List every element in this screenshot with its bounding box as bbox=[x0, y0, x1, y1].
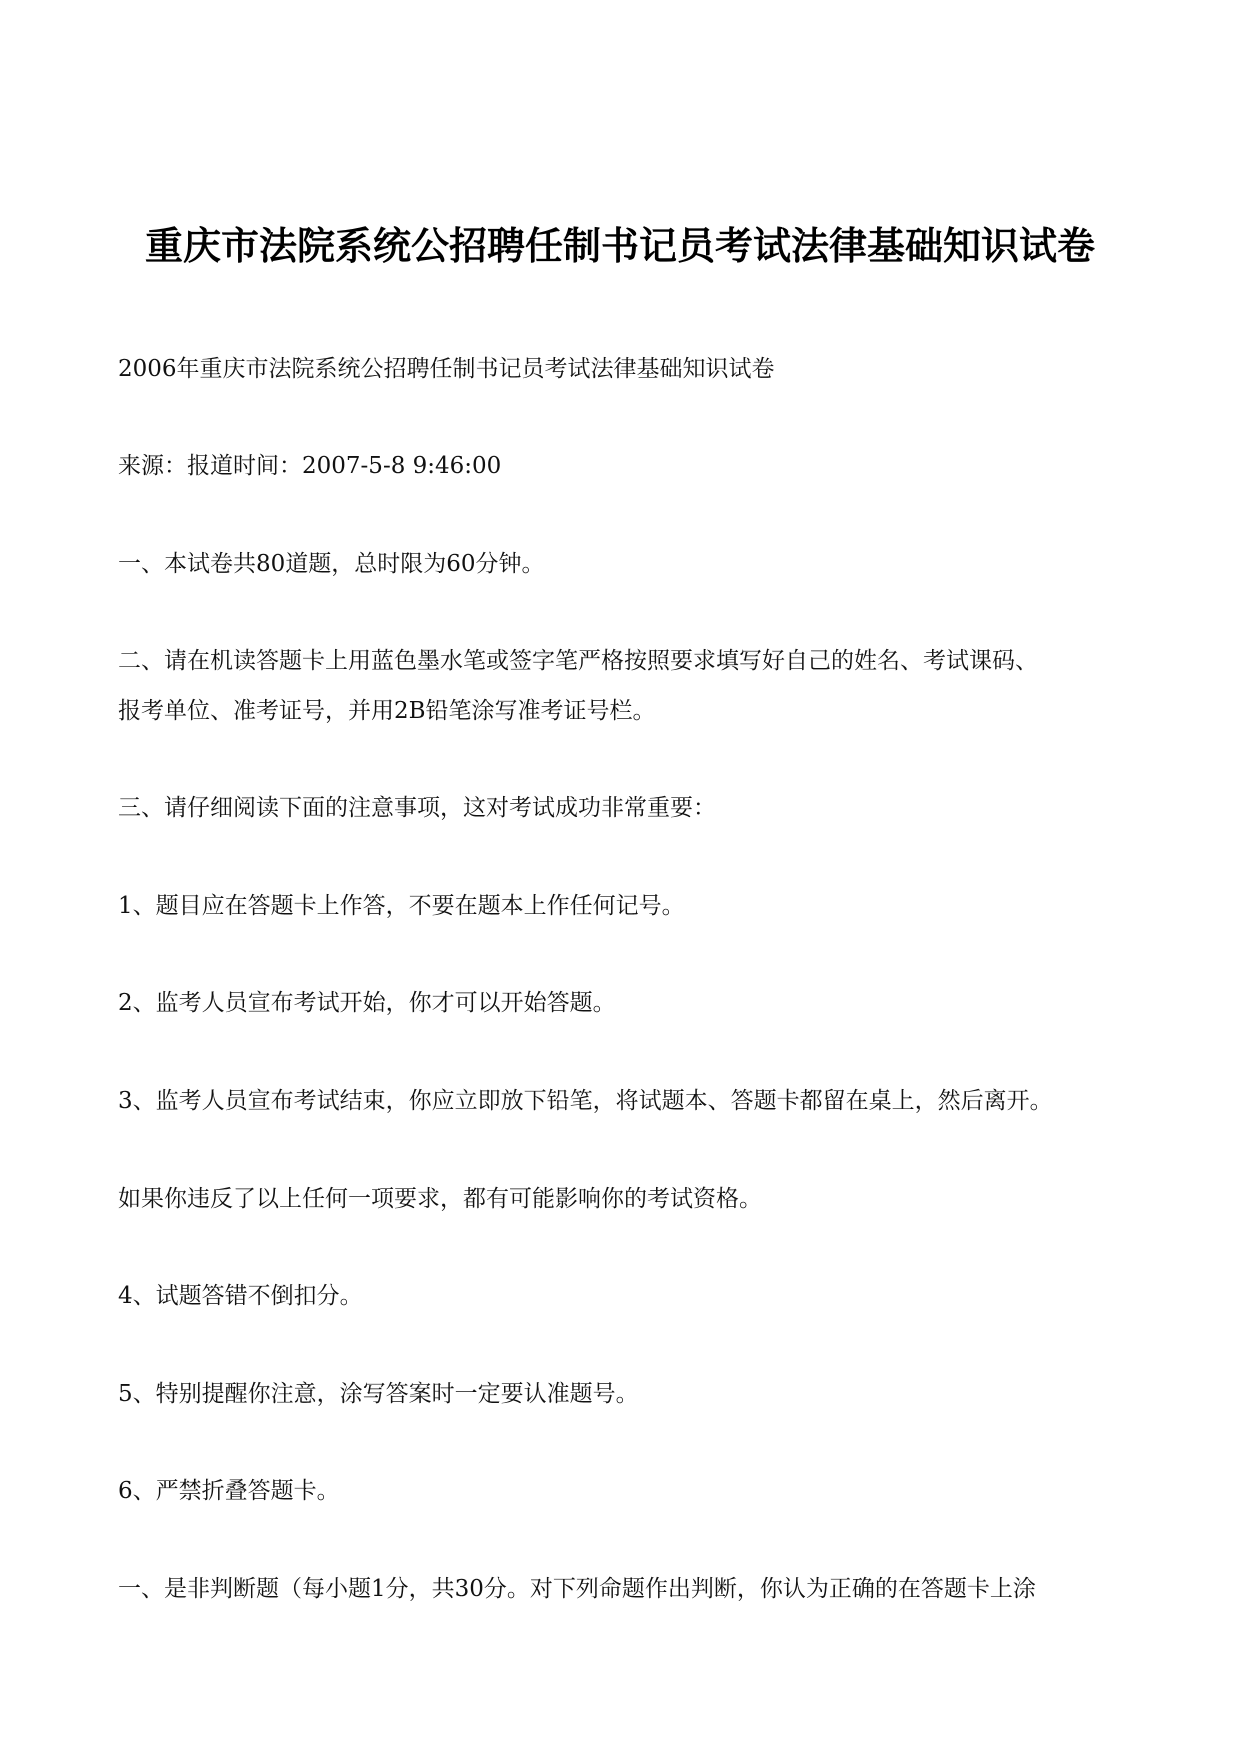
notice-item-3: 3、监考人员宣布考试结束，你应立即放下铅笔，将试题本、答题卡都留在桌上，然后离开。 bbox=[118, 1088, 1053, 1114]
section-1-heading: 一、是非判断题（每小题1分，共30分。对下列命题作出判断，你认为正确的在答题卡上涂 bbox=[118, 1576, 1036, 1602]
instruction-1: 一、本试卷共80道题，总时限为60分钟。 bbox=[118, 551, 545, 577]
instruction-2-line-2: 报考单位、准考证号，并用2B铅笔涂写准考证号栏。 bbox=[118, 698, 656, 724]
notice-warning: 如果你违反了以上任何一项要求，都有可能影响你的考试资格。 bbox=[118, 1186, 762, 1212]
page-title: 重庆市法院系统公招聘任制书记员考试法律基础知识试卷 bbox=[144, 224, 1095, 268]
notice-item-6: 6、严禁折叠答题卡。 bbox=[118, 1478, 340, 1504]
notice-item-5: 5、特别提醒你注意，涂写答案时一定要认准题号。 bbox=[118, 1381, 639, 1407]
subtitle-line: 2006年重庆市法院系统公招聘任制书记员考试法律基础知识试卷 bbox=[118, 356, 775, 382]
instruction-2-line-1: 二、请在机读答题卡上用蓝色墨水笔或签字笔严格按照要求填写好自己的姓名、考试课码、 bbox=[118, 648, 1038, 674]
notice-item-1: 1、题目应在答题卡上作答，不要在题本上作任何记号。 bbox=[118, 893, 685, 919]
notice-item-4: 4、试题答错不倒扣分。 bbox=[118, 1283, 363, 1309]
instruction-3: 三、请仔细阅读下面的注意事项，这对考试成功非常重要： bbox=[118, 795, 716, 821]
source-line: 来源：报道时间：2007-5-8 9:46:00 bbox=[118, 453, 502, 479]
notice-item-2: 2、监考人员宣布考试开始，你才可以开始答题。 bbox=[118, 990, 616, 1016]
